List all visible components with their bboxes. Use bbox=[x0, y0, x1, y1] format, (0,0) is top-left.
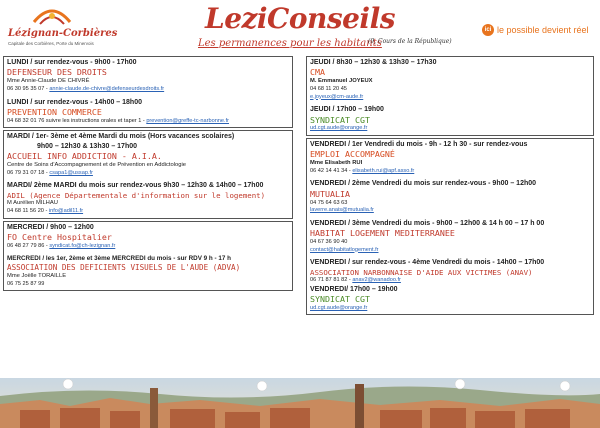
schedule-day: MERCREDI / 9h00 – 12h00 bbox=[7, 223, 94, 231]
org-name: SYNDICAT CGT bbox=[310, 294, 370, 305]
contact-line bbox=[7, 243, 289, 251]
phone: 04 67 36 90 40 bbox=[310, 239, 348, 245]
schedule-hours: 9h00 – 12h30 & 13h30 – 17h00 bbox=[37, 142, 138, 150]
org-name: ASSOCIATION NARBONNAISE D'AIDE AUX VICTIMES (ANAV) bbox=[310, 267, 533, 277]
schedule-day: LUNDI / sur rendez-vous - 9h00 - 17h00 bbox=[7, 59, 137, 66]
schedule-day: MARDI / 1er- 3ème et 4ème Mardi du mois (Hors vacances scolaires) bbox=[7, 133, 235, 141]
phone: 06 71 87 81 82 - bbox=[310, 277, 351, 284]
email-link[interactable]: e.joyeux@cm-aude.fr bbox=[310, 93, 364, 100]
email-link[interactable]: ud.cgt.aude@orange.fr bbox=[310, 125, 368, 132]
email-link[interactable]: elisabeth.rui@apf.asso.fr bbox=[352, 167, 415, 174]
thursday-box bbox=[306, 56, 594, 136]
city-logo bbox=[6, 4, 118, 54]
schedule-day: JEUDI / 8h30 – 12h30 & 13h30 – 17h30 bbox=[310, 59, 437, 66]
left-column bbox=[3, 56, 293, 293]
org-name: ADIL (Agence Départementale d'information sur le logement) bbox=[7, 190, 266, 200]
contact-line bbox=[310, 277, 590, 285]
org-name: MUTUALIA bbox=[310, 188, 350, 199]
contact-line bbox=[7, 118, 289, 126]
contact-person: Mme Joëlle TORAILLE bbox=[7, 272, 67, 279]
ici-badge-icon: ici bbox=[482, 24, 494, 36]
phone: 04 75 64 63 63 bbox=[310, 199, 348, 206]
ici-logo bbox=[482, 24, 589, 36]
contact-line bbox=[310, 168, 590, 176]
org-name: HABITAT LOGEMENT MEDITERRANEE bbox=[310, 228, 455, 239]
contact-line bbox=[7, 170, 289, 178]
schedule-day: MARDI/ 2ème MARDI du mois sur rendez-vous 9h30 – 12h30 & 14h00 – 17h00 bbox=[7, 182, 264, 190]
page-title: LeziConseils bbox=[205, 2, 395, 35]
schedule-day: MERCREDI / les 1er, 2ème et 3ème MERCREDI du mois - sur RDV 9 h - 17 h bbox=[7, 254, 231, 262]
wednesday-box bbox=[3, 221, 293, 291]
org-name: FO Centre Hospitalier bbox=[7, 232, 112, 243]
org-name: ACCUEIL INFO ADDICTION - A.I.A. bbox=[7, 151, 162, 162]
contact-person: Mme Annie-Claude DE CHIVRÉ bbox=[7, 78, 90, 85]
phone: 04 68 11 20 45 bbox=[310, 86, 347, 93]
phone: 06 30 95 35 07 bbox=[7, 86, 45, 93]
page-subtitle: Les permanences pour les habitants bbox=[198, 38, 382, 49]
contact-person: Centre de Soins d'Accompagnement et de Prévention en Addictologie bbox=[7, 162, 186, 168]
address: (9, Cours de la République) bbox=[368, 38, 452, 45]
email-link[interactable]: info@adil11.fr bbox=[48, 208, 84, 215]
org-name: DEFENSEUR DES DROITS bbox=[7, 67, 107, 78]
right-column bbox=[306, 56, 594, 317]
contact-person: Mme Elisabeth RUI bbox=[310, 160, 363, 167]
town-photo-banner bbox=[0, 378, 600, 428]
tuesday-box bbox=[3, 130, 293, 218]
email-link[interactable]: contact@habitatlogement.fr bbox=[310, 246, 379, 253]
city-logo-tagline: Capitale des Corbières, Porte du Minervois bbox=[8, 41, 94, 46]
contact-person: M. Emmanuel JOYEUX bbox=[310, 78, 373, 85]
email-link[interactable]: annie-claude.de-chivre@defenseurdesdroits.fr bbox=[49, 86, 165, 93]
email-link[interactable]: laverre.anais@mutualia.fr bbox=[310, 207, 374, 214]
city-logo-icon bbox=[32, 4, 72, 28]
contact-line bbox=[7, 208, 289, 216]
schedule-day: VENDREDI/ 17h00 – 19h00 bbox=[310, 285, 398, 293]
phone: 06 75 25 87 99 bbox=[7, 280, 45, 287]
schedule-day: VENDREDI / 3ème Vendredi du mois - 9h00 – 12h00 & 14 h 00 – 17 h 00 bbox=[310, 219, 545, 227]
org-name: CMA bbox=[310, 67, 325, 78]
schedule-day: JEUDI / 17h00 – 19h00 bbox=[310, 106, 384, 114]
email-link[interactable]: prevention@greffe-tc-narbonne.fr bbox=[146, 117, 230, 124]
schedule-day: VENDREDI / 2ème Vendredi du mois sur rendez-vous - 9h00 – 12h00 bbox=[310, 180, 537, 188]
monday-box bbox=[3, 56, 293, 128]
schedule-day: VENDREDI / 1er Vendredi du mois - 9h - 12 h 30 - sur rendez-vous bbox=[310, 140, 528, 148]
org-name: EMPLOI ACCOMPAGNÉ bbox=[310, 149, 395, 160]
friday-box bbox=[306, 138, 594, 316]
phone: 04 68 32 01 76 suivre les instructions orales et taper 1 - bbox=[7, 117, 145, 124]
schedule-day: VENDREDI / sur rendez-vous - 4ème Vendredi du mois - 14h00 – 17h00 bbox=[310, 259, 545, 267]
contact-line: 06 30 95 35 07 - annie-claude.de-chivre@defenseurdesdroits.fr bbox=[7, 86, 165, 93]
phone: 04 68 11 56 20 - bbox=[7, 208, 48, 215]
ici-slogan: le possible devient réel bbox=[497, 25, 589, 35]
email-link[interactable]: csapa1@ussap.fr bbox=[49, 169, 93, 176]
phone: 06 79 31 07 18 - bbox=[7, 169, 48, 176]
email-link[interactable]: syndicat.fo@ch-lezignan.fr bbox=[49, 243, 116, 249]
org-name: ASSOCIATION DES DEFICIENTS VISUELS DE L'AUDE (ADVA) bbox=[7, 263, 241, 273]
org-name: SYNDICAT CGT bbox=[310, 114, 370, 125]
schedule-day: LUNDI / sur rendez-vous - 14h00 – 18h00 bbox=[7, 98, 142, 106]
city-logo-name: Lézignan-Corbières bbox=[8, 28, 118, 39]
contact-person: M Aurélien MILHAU bbox=[7, 200, 58, 207]
phone: 06 42 14 41 34 - bbox=[310, 167, 351, 174]
org-name: PREVENTION COMMERCE bbox=[7, 107, 102, 118]
email-link[interactable]: ud.cgt.aude@orange.fr bbox=[310, 304, 368, 311]
email-link[interactable]: anav2@wanadoo.fr bbox=[352, 277, 401, 284]
phone: 06 48 27 79 86 - bbox=[7, 243, 48, 249]
